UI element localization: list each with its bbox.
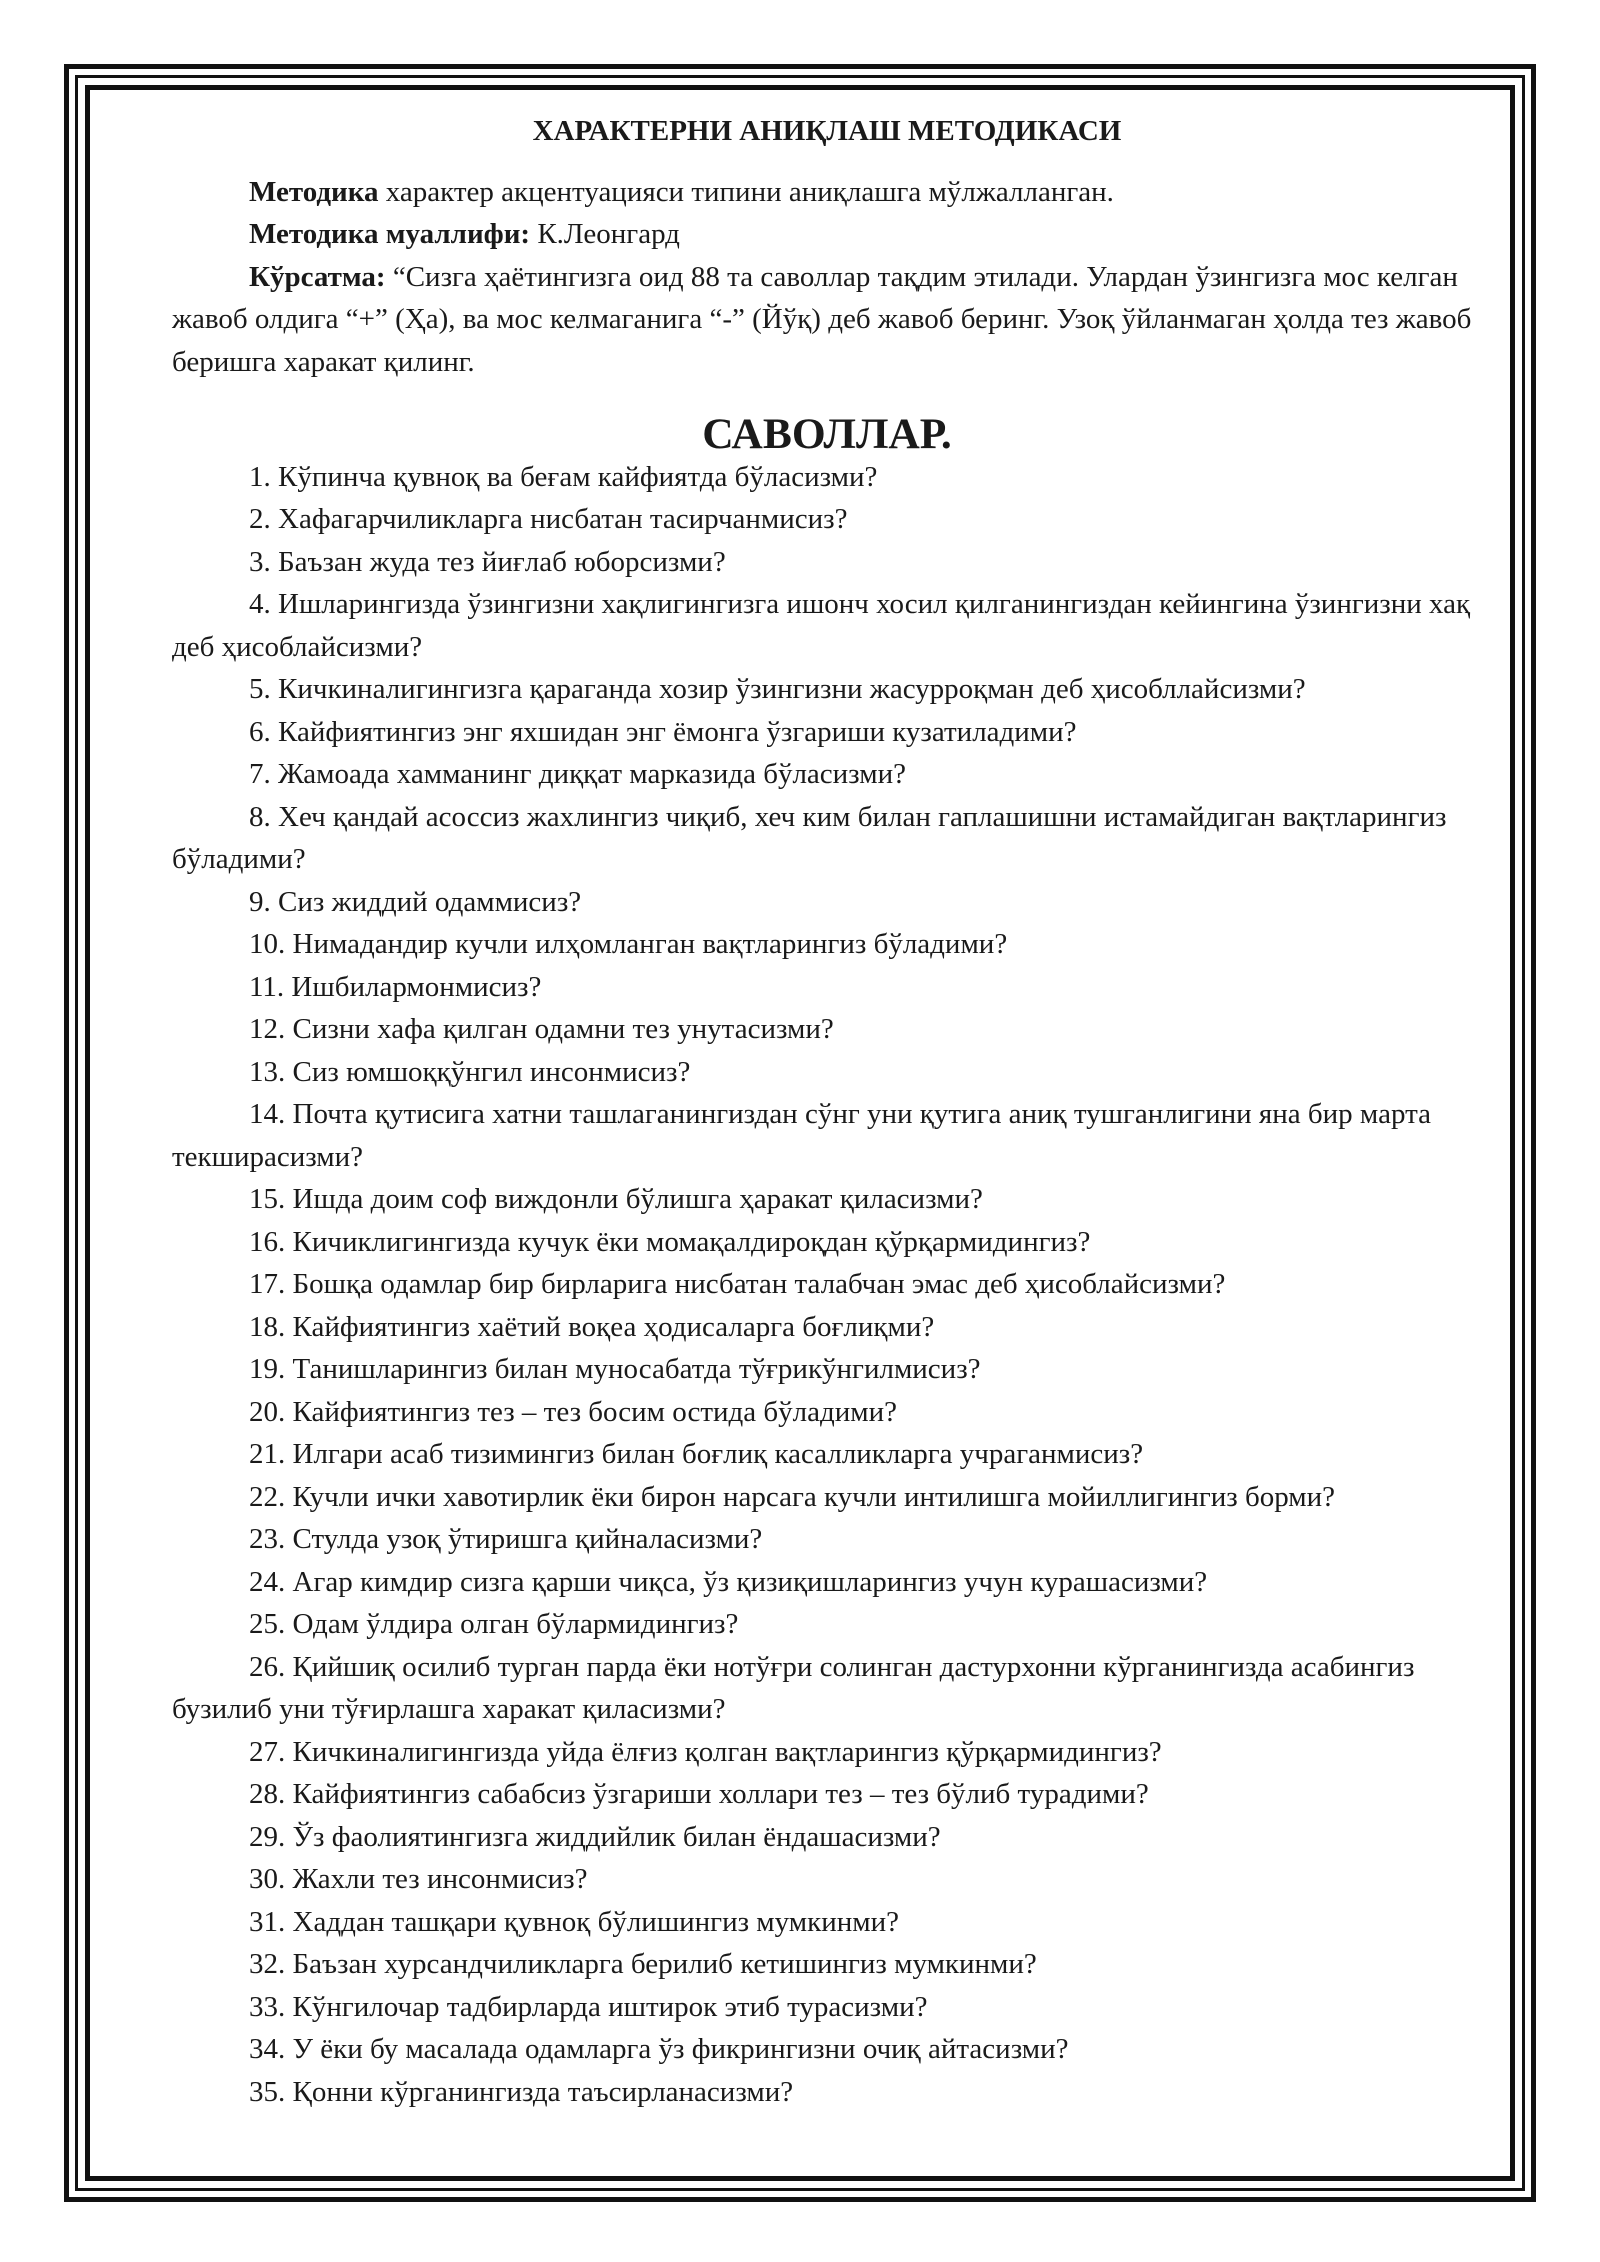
question-item: 21. Илгари асаб тизимингиз билан боғлиқ касалликларга учраганмисиз? [249, 1438, 1144, 1470]
document-title: ХАРАКТЕРНИ АНИҚЛАШ МЕТОДИКАСИ [532, 115, 1122, 147]
question-item: 29. Ўз фаолиятингизга жиддийлик билан ёндашасизми? [249, 1820, 941, 1853]
question-item: 24. Агар кимдир сизга қарши чиқса, ўз қизиқишларингиз учун курашасизми? [249, 1565, 1208, 1598]
question-item: 22. Кучли ички хавотирлик ёки бирон нарсага кучли интилишга мойиллигингиз борми? [249, 1480, 1336, 1513]
question-item: 12. Сизни хафа қилган одамни тез унутасизми? [249, 1013, 834, 1045]
question-item: 20. Кайфиятингиз тез – тез босим остида бўладими? [249, 1395, 898, 1428]
intro-label: Методика муаллифи: [249, 218, 531, 250]
question-item: 3. Баъзан жуда тез йиғлаб юборсизми? [249, 545, 726, 578]
intro-text: характер акцентуацияси типини аниқлашга мўлжалланган. [378, 175, 1114, 208]
question-item: 30. Жахли тез инсонмисиз? [249, 1863, 588, 1895]
question-item: 28. Кайфиятингиз сабабсиз ўзгариши холлари тез – тез бўлиб турадими? [249, 1778, 1149, 1810]
question-item: 18. Кайфиятингиз хаётий воқеа ҳодисаларга боғлиқми? [249, 1310, 935, 1343]
question-item: 17. Бошқа одамлар бир бирларига нисбатан талабчан эмас деб ҳисоблайсизми? [249, 1268, 1226, 1300]
question-item: 2. Хафагарчиликларга нисбатан тасирчанмисиз? [249, 503, 848, 535]
intro-text: “Сизга ҳаётингизга оид 88 та саволлар тақдим этилади. Улардан ўзингизга мос келган жавоб олдига “+” (Ҳа), ва мос келмаганига “-” (Йўқ) деб жавоб беринг. Узоқ ўйланмаган ҳолда тез жавоб беришга харакат қилинг. [172, 260, 1472, 378]
question-item: 34. У ёки бу масалада одамларга ўз фикрингизни очиқ айтасизми? [249, 2033, 1069, 2065]
question-item: 25. Одам ўлдира олган бўлармидингиз? [249, 1608, 739, 1640]
question-item: 27. Кичкиналигингизда уйда ёлғиз қолган вақтларингиз қўрқармидингиз? [249, 1735, 1162, 1768]
question-item: 19. Танишларингиз билан муносабатда тўғрикўнгилмисиз? [249, 1353, 981, 1385]
question-item: 4. Ишларингизда ўзингизни хақлигингизга ишонч хосил қилганингиздан кейингина ўзингизни хақ деб ҳисоблайсизми? [172, 588, 1471, 663]
question-item: 8. Хеч қандай асоссиз жахлингиз чиқиб, хеч ким билан гаплашишни истамайдиган вақтларингиз бўладими? [172, 800, 1447, 875]
intro-text: К.Леонгард [530, 218, 680, 250]
intro-label: Методика [249, 175, 379, 208]
question-item: 7. Жамоада хамманинг диққат марказида бўласизми? [249, 758, 906, 790]
question-item: 32. Баъзан хурсандчиликларга берилиб кетишингиз мумкинми? [249, 1948, 1037, 1980]
question-item: 14. Почта қутисига хатни ташлаганингиздан сўнг уни қутига аниқ тушганлигини яна бир марта текширасизми? [172, 1098, 1431, 1173]
question-item: 9. Сиз жиддий одаммисиз? [249, 885, 582, 918]
intro-author [172, 213, 1482, 256]
questions-list [172, 456, 1482, 2114]
question-item: 23. Стулда узоқ ўтиришга қийналасизми? [249, 1523, 763, 1555]
question-item: 1. Кўпинча қувноқ ва беғам кайфиятда бўласизми? [249, 460, 878, 493]
question-item: 11. Ишбилармонмисиз? [249, 970, 542, 1003]
question-item: 13. Сиз юмшоққўнгил инсонмисиз? [249, 1055, 691, 1088]
intro-label: Кўрсатма: [249, 260, 386, 293]
question-item: 15. Ишда доим соф виждонли бўлишга ҳаракат қиласизми? [249, 1183, 983, 1215]
question-item: 6. Кайфиятингиз энг яхшидан энг ёмонга ўзгариши кузатиладими? [249, 715, 1077, 748]
question-item: 35. Қонни кўрганингизда таъсирланасизми? [249, 2075, 794, 2108]
question-item: 26. Қийшиқ осилиб турган парда ёки нотўғри солинган дастурхонни кўрганингизда асабингиз бузилиб уни тўғирлашга харакат қиласизми? [172, 1650, 1415, 1725]
question-item: 16. Кичиклигингизда кучук ёки момақалдироқдан қўрқармидингиз? [249, 1225, 1091, 1258]
questions-title: САВОЛЛАР. [702, 410, 952, 458]
intro-method [172, 171, 1482, 214]
question-item: 33. Кўнгилочар тадбирларда иштирок этиб турасизми? [249, 1990, 928, 2023]
question-item: 5. Кичкиналигингизга қараганда хозир ўзингизни жасурроқман деб ҳисобллайсизми? [249, 673, 1306, 705]
document-body [172, 110, 1482, 2113]
question-item: 31. Хаддан ташқари қувноқ бўлишингиз мумкинми? [249, 1905, 899, 1938]
question-item: 10. Нимадандир кучли илҳомланган вақтларингиз бўладими? [249, 928, 1008, 960]
intro-instructions [172, 256, 1482, 384]
